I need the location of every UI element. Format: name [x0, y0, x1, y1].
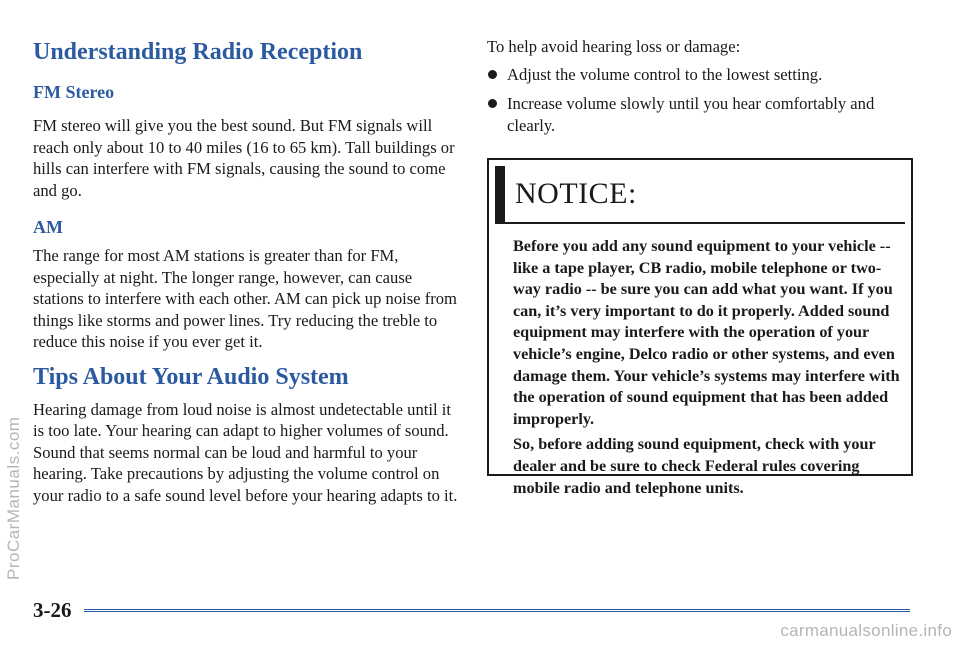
- watermark-bottom: carmanualsonline.info: [780, 621, 952, 640]
- list-item-text: Adjust the volume control to the lowest setting.: [507, 64, 823, 84]
- notice-header: [495, 166, 905, 224]
- list-item-text: Increase volume slowly until you hear comfortably and clearly.: [507, 94, 875, 135]
- right-column: [487, 36, 917, 497]
- notice-title: NOTICE:: [515, 177, 637, 210]
- notice-box: [487, 158, 913, 497]
- notice-paragraph: So, before adding sound equipment, check with your dealer and be sure to check Federal rules covering mobile radio and telephone units.: [513, 435, 876, 497]
- bullet-icon: [488, 99, 497, 108]
- watermark-side: ProCarManuals.com: [4, 416, 23, 580]
- list-item: [487, 64, 917, 86]
- paragraph-fm-stereo: FM stereo will give you the best sound. But FM signals will reach only about 10 to 40 miles (16 to 65 km). Tall buildings or hills can interfere with FM signals, causing the sound to come and go.: [33, 116, 455, 200]
- bullet-icon: [488, 70, 497, 79]
- notice-body: [489, 224, 911, 499]
- hearing-tips-list: [487, 64, 917, 137]
- subheading-fm-stereo: FM Stereo: [33, 82, 115, 102]
- heading-understanding-radio-reception: Understanding Radio Reception: [33, 39, 363, 65]
- paragraph-tips: Hearing damage from loud noise is almost undetectable until it is too late. Your hearing can adapt to higher volumes of sound. Sound that seems normal can be loud and harmful to your hearing. Take precautions by adjusting the volume control on your radio to a safe sound level before your hearing adapts to it.: [33, 399, 458, 505]
- hearing-intro: To help avoid hearing loss or damage:: [487, 37, 741, 56]
- left-column: [33, 36, 458, 506]
- subheading-am: AM: [33, 217, 63, 237]
- list-item: [487, 93, 917, 136]
- notice-paragraph: Before you add any sound equipment to your vehicle -- like a tape player, CB radio, mobile telephone or two-way radio -- be sure you can add what you want. If you can, it’s very important to do it properly. Added sound equipment may interfere with the operation of your vehicle’s engine, Delco radio or other systems, and even damage them. Your vehicle’s systems may interfere with the operation of sound equipment that has been added improperly.: [513, 237, 900, 428]
- footer-rule: [84, 609, 910, 612]
- page-number: 3-26: [33, 598, 72, 622]
- paragraph-am: The range for most AM stations is greater than for FM, especially at night. The longer range, however, can cause stations to interfere with each other. AM can pick up noise from things like storms and power lines. Try reducing the treble to reduce this noise if you ever get it.: [33, 246, 457, 351]
- heading-tips-audio-system: Tips About Your Audio System: [33, 363, 349, 390]
